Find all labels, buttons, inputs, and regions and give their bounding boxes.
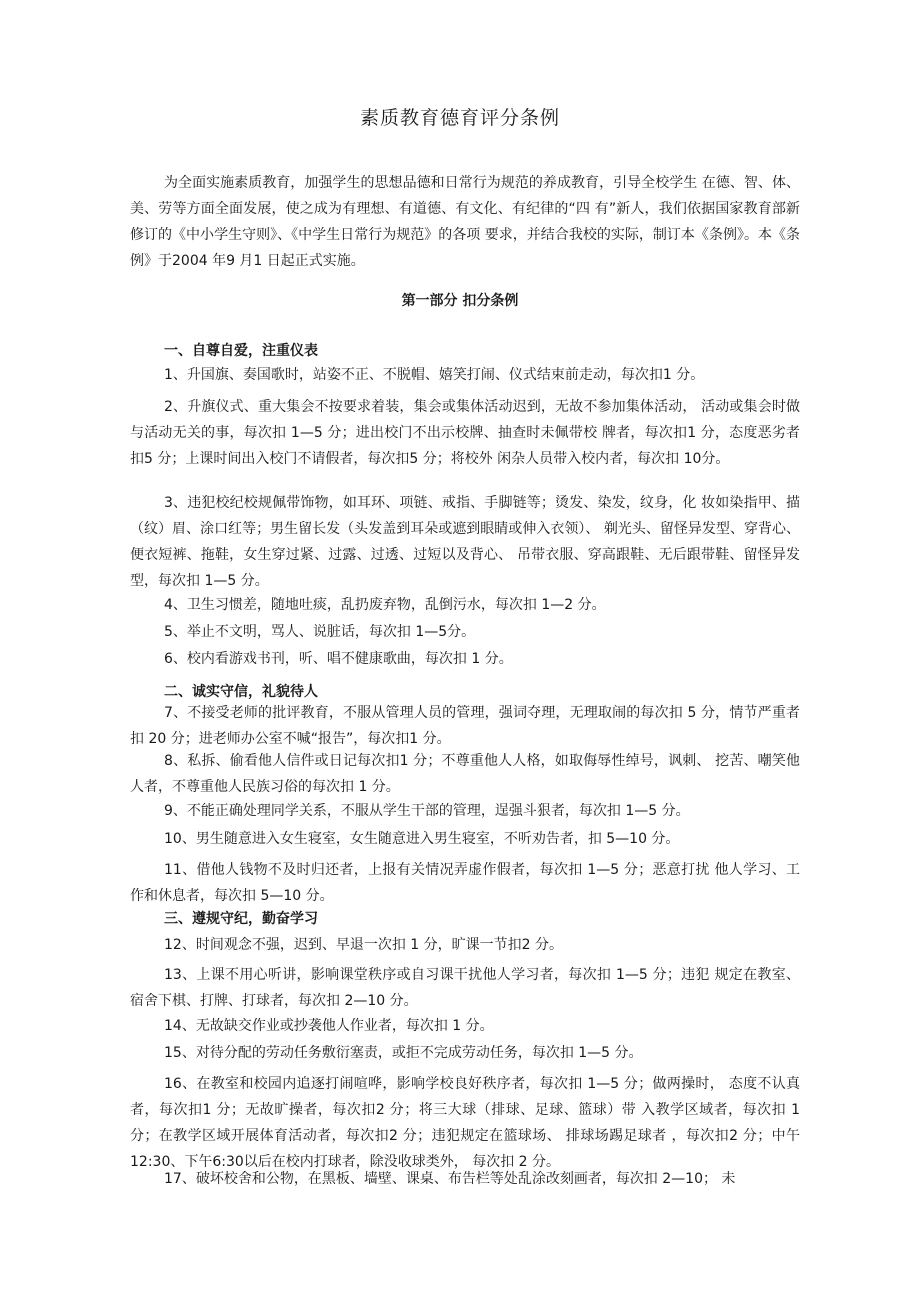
rule-item-8: 8、私拆、偷看他人信件或日记每次扣1 分；不尊重他人人格，如取侮辱性绰号，讽刺、 挖苦、嘲笑他人者，不尊重他人民族习俗的每次扣 1 分。 [130, 753, 800, 795]
rule-item-15: 15、对待分配的劳动任务敷衍塞责，或拒不完成劳动任务，每次扣 1—5 分。 [164, 1045, 643, 1061]
rule-item-3: 3、违犯校纪校规佩带饰物，如耳环、项链、戒指、手脚链等；烫发、染发，纹身，化 妆如染指甲、描（纹）眉、涂口红等；男生留长发（头发盖到耳朵或遮到眼睛或伸入衣领）、 剃光头、留怪异发型、穿背心、便衣短裤、拖鞋，女生穿过紧、过露、过透、过短以及背心、 吊带衣服、穿高跟鞋、无后跟带鞋、留怪异发型，每次扣 1—5 分。 [130, 495, 800, 589]
rule-item-11: 11、借他人钱物不及时归还者，上报有关情况弄虚作假者，每次扣 1—5 分；恶意打扰 他人学习、工作和休息者，每次扣 5—10 分。 [130, 862, 800, 904]
rule-item-5: 5、举止不文明，骂人、说脏话，每次扣 1—5分。 [164, 624, 476, 640]
rule-item-2: 2、升旗仪式、重大集会不按要求着装，集会或集体活动迟到，无故不参加集体活动， 活动或集会时做与活动无关的事，每次扣 1—5 分；进出校门不出示校牌、抽查时未佩带校 牌者，每次扣1 分，态度恶劣者扣5 分；上课时间出入校门不请假者，每次扣5 分；将校外 闲杂人员带入校内者，每次扣 10分。 [130, 399, 800, 467]
rule-item-1: 1、升国旗、奏国歌时，站姿不正、不脱帽、嬉笑打闹、仪式结束前走动，每次扣1 分。 [164, 367, 705, 383]
rule-item-13: 13、上课不用心听讲，影响课堂秩序或自习课干扰他人学习者，每次扣 1—5 分；违犯 规定在教室、宿舍下棋、打牌、打球者，每次扣 2—10 分。 [130, 967, 800, 1009]
rule-item-7: 7、不接受老师的批评教育，不服从管理人员的管理，强词夺理，无理取闹的每次扣 5 分，情节严重者扣 20 分；进老师办公室不喊“报告”，每次扣1 分。 [130, 705, 800, 747]
section-heading-3: 三、遵规守纪，勤奋学习 [164, 911, 318, 927]
rule-item-17: 17、破坏校舍和公物，在黑板、墙壁、课桌、布告栏等处乱涂改刻画者，每次扣 2—10； 未 [164, 1171, 736, 1187]
intro-paragraph: 为全面实施素质教育，加强学生的思想品德和日常行为规范的养成教育，引导全校学生 在德、智、体、美、劳等方面全面发展，使之成为有理想、有道德、有文化、有纪律的“四 有”新人，我们依据国家教育部新修订的《中小学生守则》、《中学生日常行为规范》的各项 要求，并结合我校的实际，制订本《条例》。本《条例》于2004 年9 月1 日起正式实施。 [130, 175, 800, 269]
document-title: 素质教育德育评分条例 [359, 107, 560, 129]
rule-item-9: 9、不能正确处理同学关系，不服从学生干部的管理，逞强斗狠者，每次扣 1—5 分。 [164, 803, 690, 819]
rule-item-10: 10、男生随意进入女生寝室，女生随意进入男生寝室，不听劝告者，扣 5—10 分。 [164, 831, 680, 847]
section-heading-2: 二、诚实守信，礼貌待人 [164, 684, 318, 700]
part-title: 第一部分 扣分条例 [401, 293, 519, 309]
rule-item-12: 12、时间观念不强，迟到、早退一次扣 1 分，旷课一节扣2 分。 [164, 937, 563, 953]
rule-item-6: 6、校内看游戏书刊，听、唱不健康歌曲，每次扣 1 分。 [164, 651, 513, 667]
rule-item-14: 14、无故缺交作业或抄袭他人作业者，每次扣 1 分。 [164, 1018, 494, 1034]
section-heading-1: 一、自尊自爱，注重仪表 [164, 343, 318, 359]
rule-item-16: 16、在教室和校园内追逐打闹喧哗，影响学校良好秩序者，每次扣 1—5 分；做两操时， 态度不认真者，每次扣1 分；无故旷操者，每次扣2 分；将三大球（排球、足球、篮球）带 入教学区域者，每次扣 1 分；在教学区域开展体育活动者，每次扣2 分；违犯规定在篮球场、 排球场踢足球者 ，每次扣2 分；中午12:30、下午6:30以后在校内打球者，除没收球类外， 每次扣 2 分。 [130, 1076, 800, 1170]
rule-item-4: 4、卫生习惯差，随地吐痰，乱扔废弃物，乱倒污水，每次扣 1—2 分。 [164, 597, 606, 613]
